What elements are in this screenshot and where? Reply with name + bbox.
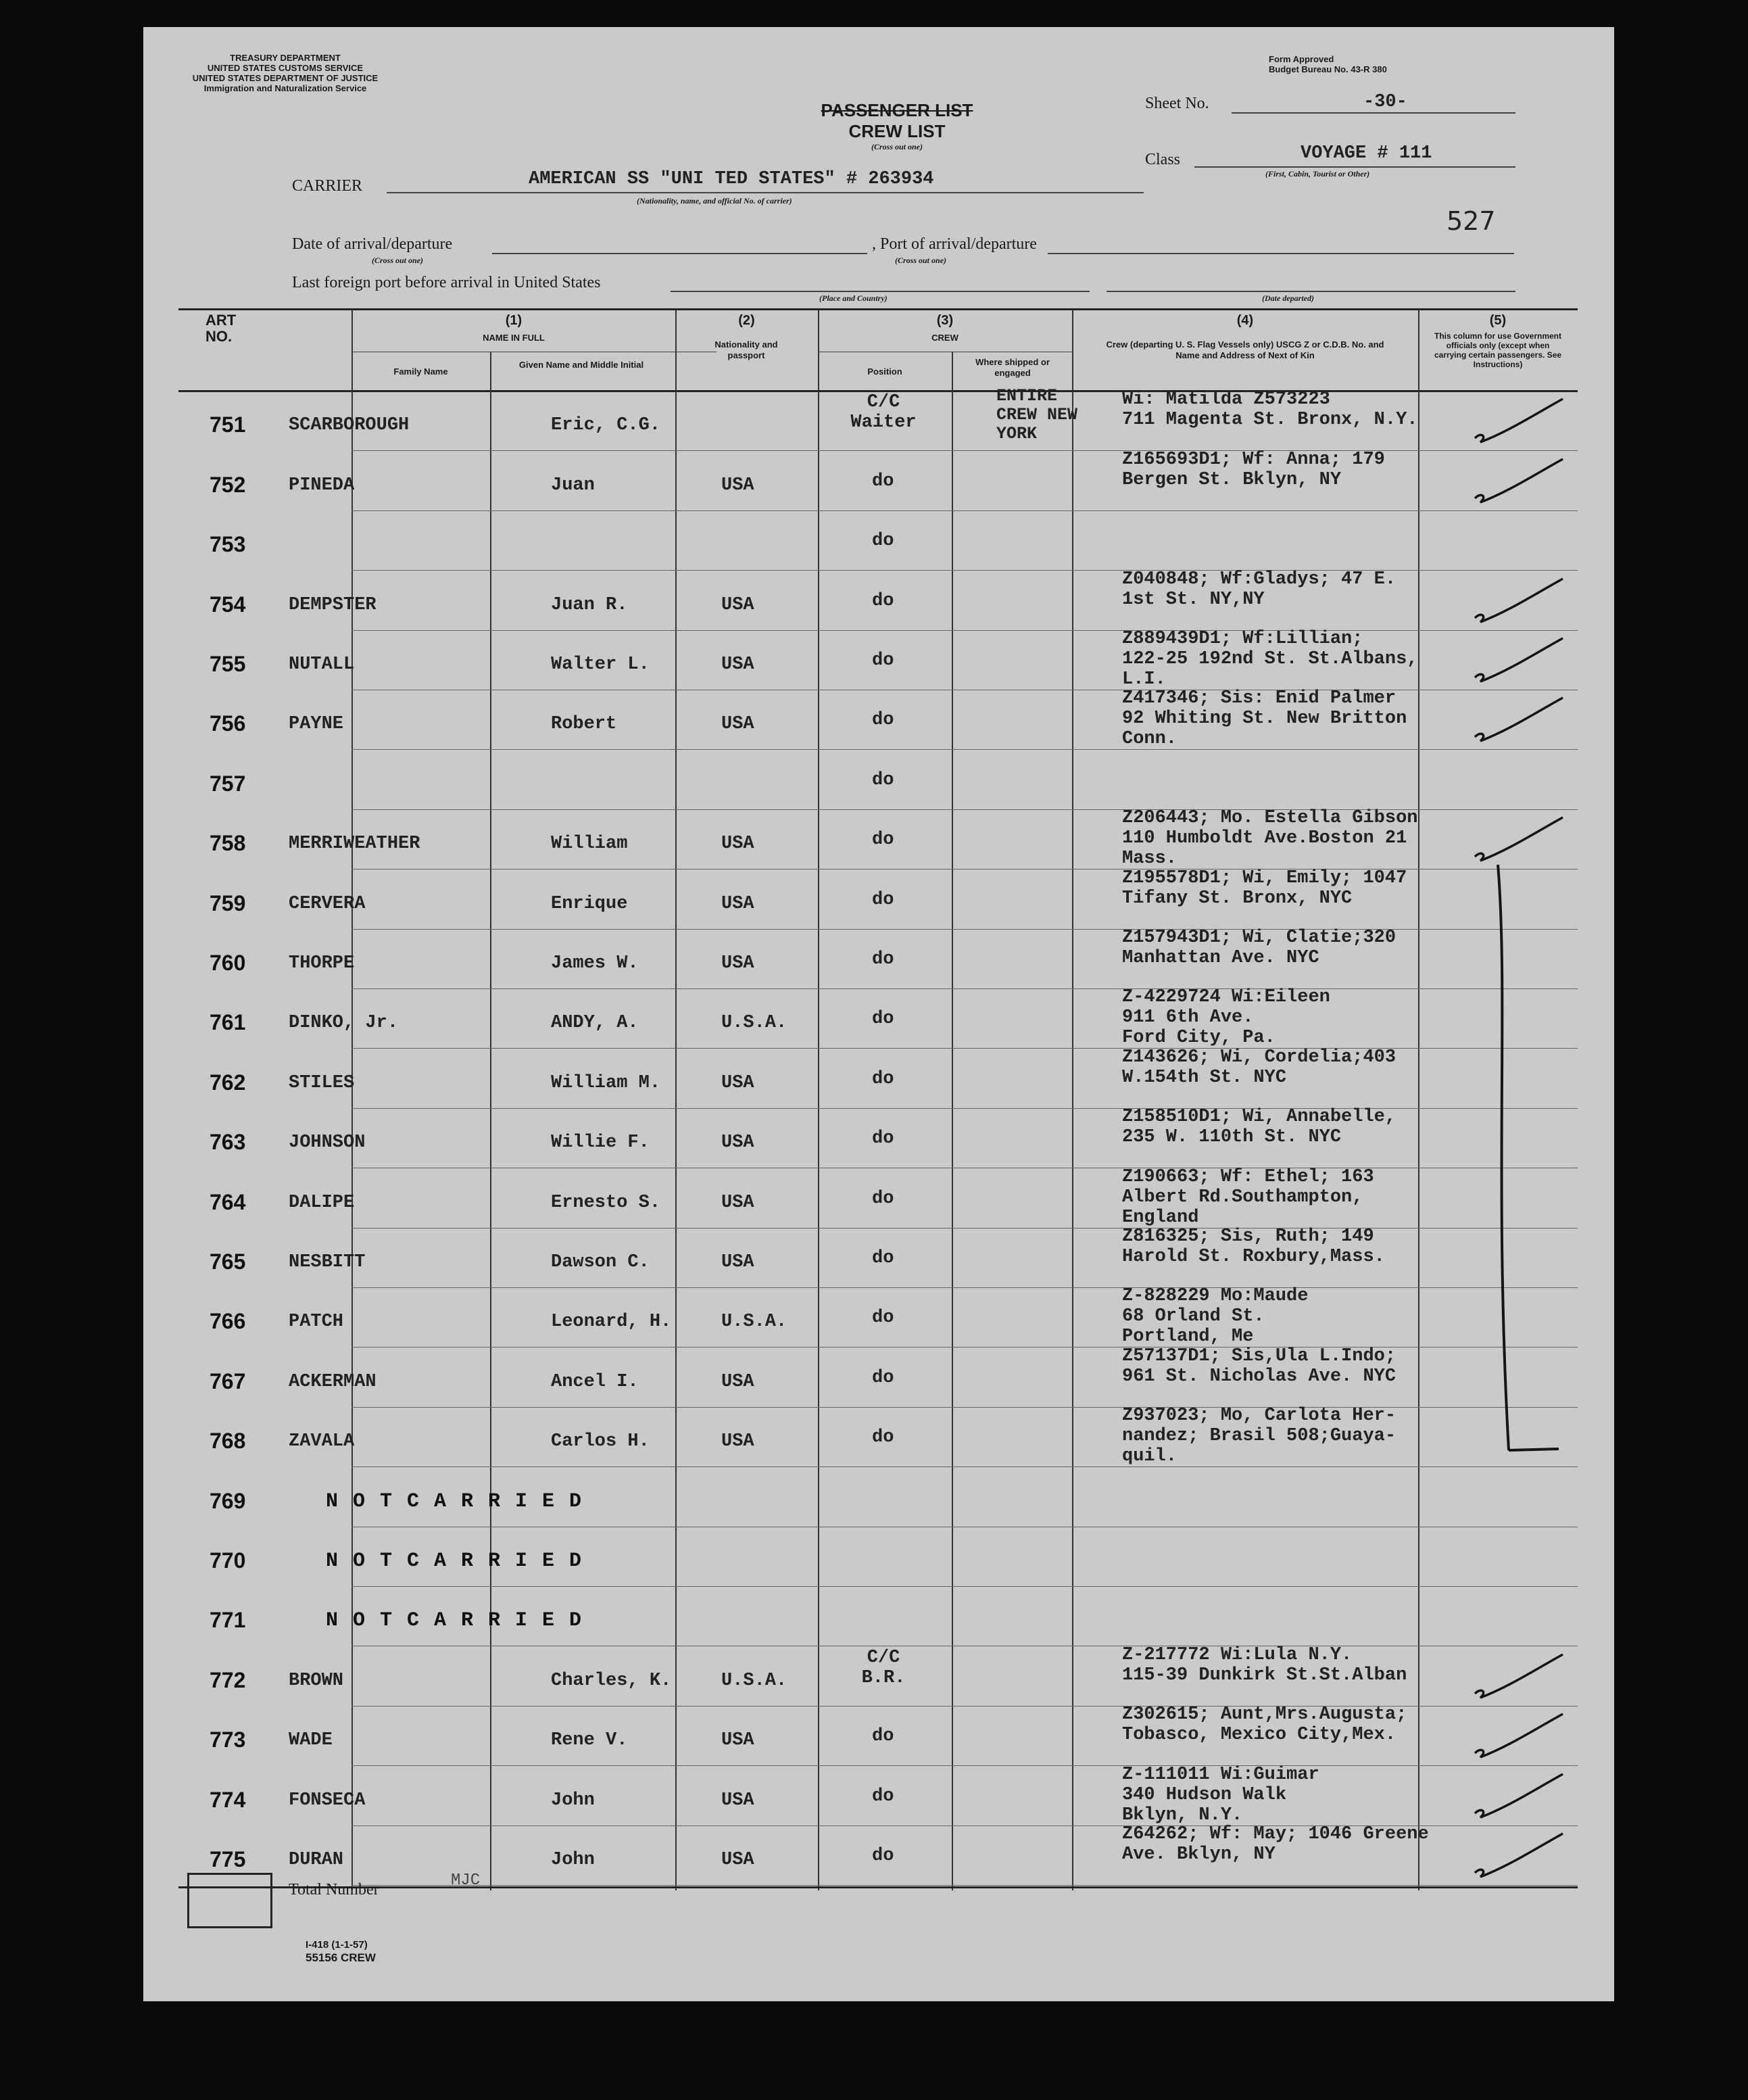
family-name: N O T C A R R I E D [326, 1489, 583, 1513]
family-name: DEMPSTER [289, 594, 377, 615]
agency-line: UNITED STATES DEPARTMENT OF JUSTICE [192, 73, 379, 83]
given-name: Enrique [551, 893, 628, 914]
place-note: (Place and Country) [819, 293, 888, 303]
table-row [143, 571, 1614, 631]
position: do [872, 1367, 894, 1388]
next-of-kin-line: Z937023; Mo, Carlota Her- [1122, 1406, 1397, 1427]
family-name: DALIPE [289, 1192, 355, 1213]
nationality: USA [721, 1431, 754, 1452]
nationality: USA [721, 1730, 754, 1751]
class-note: (First, Cabin, Tourist or Other) [1265, 169, 1370, 178]
title-struck: PASSENGER LIST [821, 100, 973, 120]
given-name: Walter L. [551, 654, 650, 675]
next-of-kin-line: Harold St. Roxbury,Mass. [1122, 1246, 1385, 1267]
next-of-kin-line: Manhattan Ave. NYC [1122, 947, 1319, 968]
position: do [872, 1128, 894, 1149]
given-name: Willie F. [551, 1132, 650, 1153]
position: do [872, 1427, 894, 1448]
family-name: CERVERA [289, 893, 366, 914]
next-of-kin-line: Z57137D1; Sis,Ula L.Indo; [1122, 1345, 1397, 1366]
next-of-kin-line: Z143626; Wi, Cordelia;403 [1122, 1047, 1397, 1068]
nationality: U.S.A. [721, 1312, 787, 1333]
date-label: Date of arrival/departure [292, 235, 453, 253]
table-row [143, 1226, 1614, 1289]
row-divider [351, 1885, 1578, 1886]
given-name: John [551, 1849, 595, 1870]
given-name: Dawson C. [551, 1251, 650, 1272]
table-row [143, 386, 1614, 452]
next-of-kin-line: Z417346; Sis: Enid Palmer [1122, 688, 1397, 709]
row-number: 763 [210, 1130, 246, 1155]
form-number: I-418 (1-1-57) [306, 1939, 368, 1951]
next-of-kin-line: England [1122, 1207, 1199, 1228]
table-row [143, 688, 1614, 750]
given-name: Robert [551, 714, 617, 735]
position: do [872, 531, 894, 552]
nationality: USA [721, 1072, 754, 1093]
next-of-kin-line: Z302615; Aunt,Mrs.Augusta; [1122, 1704, 1407, 1725]
next-of-kin-line: Bergen St. Bklyn, NY [1122, 469, 1342, 490]
given-name: Rene V. [551, 1730, 628, 1751]
last-port-label: Last foreign port before arrival in United States [292, 274, 601, 291]
given-name: John [551, 1790, 595, 1811]
carrier-note: (Nationality, name, and official No. of carrier) [637, 196, 792, 206]
nationality: USA [721, 714, 754, 735]
shipped-engaged: ENTIRE CREW NEW YORK [996, 386, 1078, 444]
table-row [143, 750, 1614, 810]
next-of-kin-line: Conn. [1122, 729, 1178, 750]
next-of-kin-line: Z-4229724 Wi:Eileen [1122, 987, 1330, 1008]
next-of-kin-line: Z206443; Mo. Estella Gibson [1122, 808, 1418, 829]
next-of-kin-line: Z64262; Wf: May; 1046 Greene [1122, 1824, 1429, 1844]
check-mark [1468, 1825, 1570, 1880]
next-of-kin-line: 68 Orland St. [1122, 1306, 1265, 1327]
row-number: 752 [210, 472, 246, 497]
next-of-kin-line: Z158510D1; Wi, Annabelle, [1122, 1107, 1397, 1128]
next-of-kin-line: Z889439D1; Wf:Lillian; [1122, 629, 1363, 649]
nationality: USA [721, 834, 754, 855]
next-of-kin-line: Z157943D1; Wi, Clatie;320 [1122, 928, 1397, 948]
position: C/C Waiter [850, 392, 917, 433]
nationality-header: Nationality and passport [714, 339, 778, 360]
row-number: 760 [210, 950, 246, 975]
port-note: (Cross out one) [895, 256, 947, 265]
art-no-header: ART NO. [205, 312, 237, 345]
nationality: U.S.A. [721, 1670, 787, 1691]
next-of-kin-line: quil. [1122, 1446, 1178, 1467]
row-number: 753 [210, 532, 246, 557]
given-name: William [551, 834, 628, 855]
given-name-header: Given Name and Middle Initial [518, 360, 644, 370]
nationality: USA [721, 1849, 754, 1870]
table-bottom-rule [178, 1886, 1578, 1888]
table-row [143, 1286, 1614, 1348]
sheet-rule [1232, 112, 1515, 114]
family-name: ZAVALA [289, 1431, 355, 1452]
position: do [872, 710, 894, 731]
family-name: WADE [289, 1730, 333, 1751]
row-number: 755 [210, 651, 246, 676]
nationality: USA [721, 1132, 754, 1153]
position: do [872, 650, 894, 671]
page-title: CREW LIST [848, 121, 946, 141]
port-label: , Port of arrival/departure [872, 235, 1037, 253]
table-row [143, 808, 1614, 870]
family-name: PAYNE [289, 714, 344, 735]
check-mark [1468, 571, 1570, 625]
next-of-kin-line: 110 Humboldt Ave.Boston 21 [1122, 828, 1407, 849]
table-row [143, 930, 1614, 990]
row-number: 761 [210, 1010, 246, 1035]
next-of-kin-line: Z816325; Sis, Ruth; 149 [1122, 1226, 1374, 1247]
row-number: 756 [210, 711, 246, 736]
position: do [872, 1009, 894, 1030]
family-name: NESBITT [289, 1251, 366, 1272]
carrier-value: AMERICAN SS "UNI TED STATES" # 263934 [529, 169, 934, 189]
form-code: 55156 CREW [306, 1951, 376, 1964]
nationality: U.S.A. [721, 1013, 787, 1034]
agency-line: TREASURY DEPARTMENT [230, 53, 341, 63]
position: do [872, 1247, 894, 1268]
row-number: 775 [210, 1846, 246, 1871]
row-divider [351, 749, 1578, 750]
position: do [872, 1726, 894, 1747]
carrier-rule [387, 192, 1144, 193]
next-of-kin-line: Albert Rd.Southampton, [1122, 1187, 1363, 1208]
row-number: 767 [210, 1368, 246, 1393]
next-of-kin-line: Z-828229 Mo:Maude [1122, 1286, 1309, 1307]
title-block [789, 100, 1005, 152]
family-name: JOHNSON [289, 1132, 366, 1153]
agency-line: UNITED STATES CUSTOMS SERVICE [207, 63, 364, 73]
nationality: USA [721, 654, 754, 675]
nationality: USA [721, 893, 754, 914]
position: do [872, 949, 894, 970]
given-name: Ancel I. [551, 1371, 639, 1392]
cross-out-note: (Cross out one) [871, 142, 923, 151]
row-number: 768 [210, 1429, 246, 1454]
position: do [872, 1845, 894, 1866]
position: do [872, 1068, 894, 1089]
next-of-kin-line: 1st St. NY,NY [1122, 589, 1265, 610]
col4-number: (4) [1236, 313, 1254, 328]
table-row [143, 1049, 1614, 1109]
family-name: N O T C A R R I E D [326, 1549, 583, 1573]
position: C/C B.R. [861, 1647, 906, 1688]
next-of-kin-line: L.I. [1122, 669, 1166, 690]
row-number: 764 [210, 1189, 246, 1214]
nationality: USA [721, 1790, 754, 1811]
row-number: 774 [210, 1787, 246, 1812]
position: do [872, 769, 894, 790]
given-name: Juan [551, 475, 595, 496]
table-row [143, 1166, 1614, 1228]
check-mark [1468, 391, 1570, 445]
next-of-kin-line: 115-39 Dunkirk St.St.Alban [1122, 1665, 1407, 1686]
col1-title: NAME IN FULL [483, 333, 545, 343]
table-row [143, 1824, 1614, 1886]
table-row [143, 1109, 1614, 1169]
family-name: SCARBOROUGH [289, 415, 410, 436]
col1-number: (1) [505, 313, 523, 328]
next-of-kin-line: Z040848; Wf:Gladys; 47 E. [1122, 569, 1397, 590]
nationality: USA [721, 475, 754, 496]
next-of-kin-line: nandez; Brasil 508;Guaya- [1122, 1426, 1397, 1447]
date-departed-note: (Date departed) [1262, 293, 1314, 303]
family-name: PATCH [289, 1312, 344, 1333]
form-approved-block [1269, 54, 1387, 74]
crew-kin-header: Crew (departing U. S. Flag Vessels only) USCG Z or C.D.B. No. and Name and Address of Next of Kin [1106, 339, 1384, 360]
family-name: MERRIWEATHER [289, 834, 420, 855]
next-of-kin-line: Ave. Bklyn, NY [1122, 1844, 1276, 1865]
date-note: (Cross out one) [372, 256, 424, 265]
nationality: USA [721, 1371, 754, 1392]
date-rule [492, 253, 867, 254]
next-of-kin-line: 92 Whiting St. New Britton [1122, 709, 1407, 730]
position: do [872, 590, 894, 611]
given-name: Leonard, H. [551, 1312, 672, 1333]
check-mark [1468, 1646, 1570, 1700]
given-name: Juan R. [551, 594, 628, 615]
family-name: THORPE [289, 953, 355, 974]
check-mark [1468, 630, 1570, 684]
row-number: 758 [210, 831, 246, 856]
class-label: Class [1145, 151, 1181, 168]
given-name: Charles, K. [551, 1670, 672, 1691]
position-header: Position [867, 366, 902, 377]
next-of-kin-line: Z165693D1; Wf: Anna; 179 [1122, 449, 1385, 470]
nationality: USA [721, 594, 754, 615]
table-row [143, 1704, 1614, 1767]
row-divider [351, 450, 1578, 451]
next-of-kin-line: Z-217772 Wi:Lula N.Y. [1122, 1644, 1353, 1665]
next-of-kin-line: Mass. [1122, 849, 1178, 869]
row-number: 772 [210, 1667, 246, 1692]
family-name: BROWN [289, 1670, 344, 1691]
next-of-kin-line: Z-111011 Wi:Guimar [1122, 1764, 1319, 1785]
row-number: 754 [210, 592, 246, 617]
crew-header: CREW [931, 333, 958, 343]
family-name: STILES [289, 1072, 355, 1093]
table-row [143, 449, 1614, 511]
family-name: ACKERMAN [289, 1371, 377, 1392]
next-of-kin-line: 911 6th Ave. [1122, 1007, 1254, 1028]
family-name: N O T C A R R I E D [326, 1609, 583, 1633]
row-number: 757 [210, 771, 246, 796]
table-row [143, 1408, 1614, 1468]
row-number: 771 [210, 1608, 246, 1633]
given-name: James W. [551, 953, 639, 974]
family-name: PINEDA [289, 475, 355, 496]
next-of-kin-line: Bklyn, N.Y. [1122, 1805, 1243, 1825]
next-of-kin-line: 122-25 192nd St. St.Albans, [1122, 648, 1418, 669]
port-rule [1048, 253, 1514, 254]
stamp-number: 527 [1447, 206, 1496, 236]
table-row [143, 987, 1614, 1049]
family-name: DINKO, Jr. [289, 1013, 399, 1034]
table-row [143, 1468, 1614, 1527]
row-divider [351, 1287, 1578, 1288]
next-of-kin-line: Portland, Me [1122, 1327, 1254, 1347]
col5-number: (5) [1489, 313, 1507, 328]
date-departed-rule [1107, 291, 1515, 292]
table-row [143, 1764, 1614, 1826]
row-divider [351, 510, 1578, 511]
check-mark [1468, 451, 1570, 505]
family-name: NUTALL [289, 654, 355, 675]
table-row [143, 512, 1614, 571]
check-mark [1468, 1706, 1570, 1760]
table-row [143, 1644, 1614, 1707]
check-mark [1468, 1766, 1570, 1820]
family-name: FONSECA [289, 1790, 366, 1811]
initials: MJC [451, 1871, 481, 1890]
row-divider [351, 630, 1578, 631]
given-name: ANDY, A. [551, 1013, 639, 1034]
table-row [143, 631, 1614, 691]
col5-note: This column for use Government officials only (except when carrying certain passengers. See Instructions) [1434, 331, 1562, 369]
given-name: Ernesto S. [551, 1192, 661, 1213]
row-divider [351, 988, 1578, 989]
table-row [143, 1588, 1614, 1647]
class-rule [1194, 166, 1515, 168]
col2-number: (2) [738, 313, 755, 328]
row-number: 766 [210, 1309, 246, 1334]
row-number: 769 [210, 1488, 246, 1513]
row-number: 773 [210, 1727, 246, 1752]
row-number: 762 [210, 1070, 246, 1095]
next-of-kin-line: Z190663; Wf: Ethel; 163 [1122, 1166, 1374, 1187]
row-number: 770 [210, 1548, 246, 1573]
carrier-label: CARRIER [292, 177, 363, 195]
budget-bureau: Budget Bureau No. 43-R 380 [1269, 64, 1387, 74]
check-mark [1468, 809, 1570, 863]
position: do [872, 1188, 894, 1209]
table-row [143, 867, 1614, 930]
total-label: Total Number [289, 1881, 379, 1899]
position: do [872, 830, 894, 851]
nationality: USA [721, 1192, 754, 1213]
last-port-rule [671, 291, 1090, 292]
next-of-kin-line: 340 Hudson Walk [1122, 1784, 1287, 1805]
position: do [872, 1308, 894, 1329]
next-of-kin-line: 961 St. Nicholas Ave. NYC [1122, 1366, 1397, 1387]
document-page [143, 27, 1614, 2001]
row-divider [351, 1466, 1578, 1467]
given-name: William M. [551, 1072, 661, 1093]
next-of-kin-line: Wi: Matilda Z573223 [1122, 389, 1330, 410]
family-name: DURAN [289, 1849, 344, 1870]
next-of-kin-line: Ford City, Pa. [1122, 1028, 1276, 1049]
row-number: 759 [210, 890, 246, 915]
given-name: Carlos H. [551, 1431, 650, 1452]
form-approved: Form Approved [1269, 54, 1334, 64]
next-of-kin-line: 235 W. 110th St. NYC [1122, 1127, 1342, 1148]
next-of-kin-line: W.154th St. NYC [1122, 1067, 1287, 1088]
class-value: VOYAGE # 111 [1301, 143, 1432, 164]
check-mark [1468, 690, 1570, 744]
row-divider [351, 1765, 1578, 1766]
table-row [143, 1528, 1614, 1588]
position: do [872, 889, 894, 910]
table-top-rule [178, 308, 1578, 310]
position: do [872, 471, 894, 492]
given-name: Eric, C.G. [551, 415, 661, 436]
nationality: USA [721, 953, 754, 974]
col3-number: (3) [936, 313, 954, 328]
row-number: 751 [210, 412, 246, 437]
shipped-header: Where shipped or engaged [975, 357, 1050, 378]
total-box [187, 1873, 272, 1928]
family-name-header: Family Name [393, 366, 448, 377]
row-number: 765 [210, 1249, 246, 1274]
agency-line: Immigration and Naturalization Service [203, 83, 367, 93]
row-divider [351, 1586, 1578, 1587]
table-row [143, 1345, 1614, 1408]
nationality: USA [721, 1251, 754, 1272]
position: do [872, 1786, 894, 1807]
next-of-kin-line: 711 Magenta St. Bronx, N.Y. [1122, 410, 1418, 431]
next-of-kin-line: Tobasco, Mexico City,Mex. [1122, 1725, 1397, 1746]
bracket-mark [1488, 862, 1570, 1457]
next-of-kin-line: Tifany St. Bronx, NYC [1122, 888, 1353, 909]
agency-block [170, 53, 400, 93]
sheet-label: Sheet No. [1145, 95, 1209, 112]
sheet-value: -30- [1363, 92, 1407, 112]
next-of-kin-line: Z195578D1; Wi, Emily; 1047 [1122, 867, 1407, 888]
